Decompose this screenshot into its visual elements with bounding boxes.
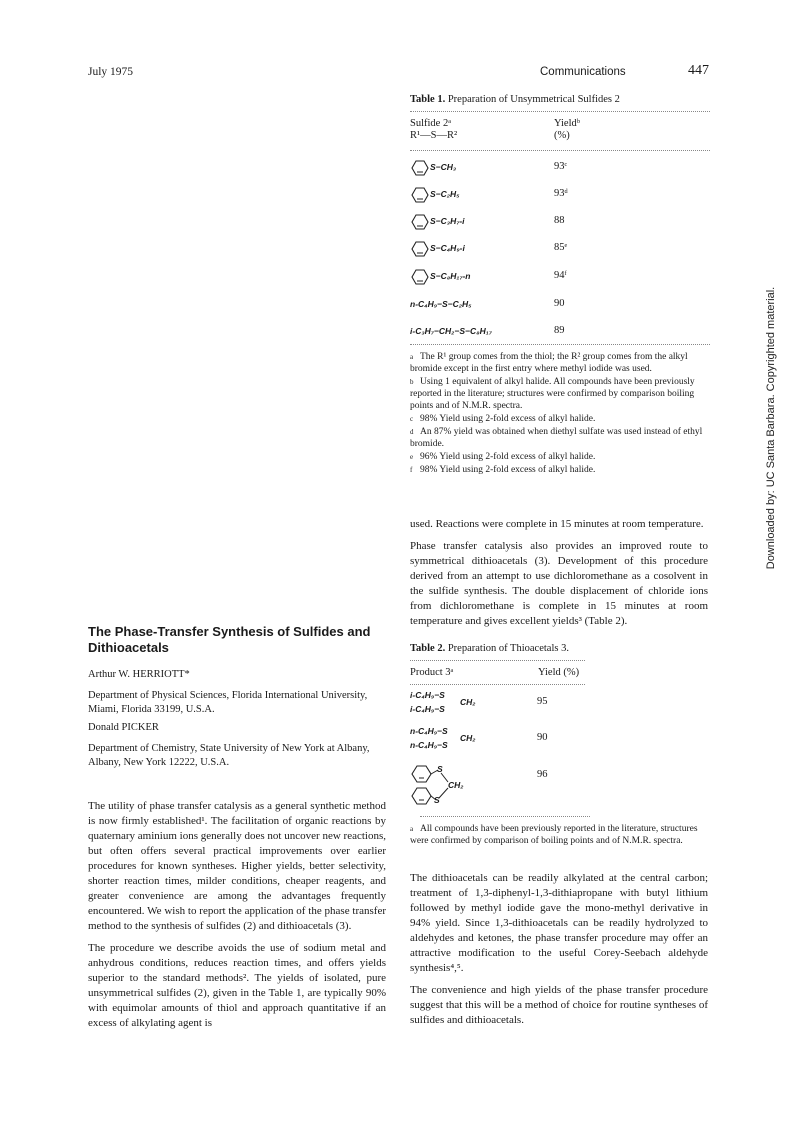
table1-row xyxy=(410,186,710,206)
footnote-text: Using 1 equivalent of alkyl halide. All compounds have been previously reported in the literature; structures were confirmed by comparison boiling points and of N.M.R. spectra. xyxy=(410,377,695,411)
table2-row2-line1: n-C₄H₉−S xyxy=(410,726,448,736)
table1-formula: n-C₄H₉−S−C₂H₅ xyxy=(410,299,472,309)
table2-row3-line1: S xyxy=(437,764,443,774)
table2-row xyxy=(410,690,590,718)
benzene-ring-icon xyxy=(410,186,430,204)
right-column-upper xyxy=(410,517,708,636)
author-1: Arthur W. HERRIOTT* xyxy=(88,669,190,680)
table1-head-rule xyxy=(410,150,710,151)
header-section: Communications xyxy=(540,66,626,78)
footnote-text: 98% Yield using 2-fold excess of alkyl halide. xyxy=(420,414,596,424)
table1-col2-head-line1: Yieldᵇ xyxy=(554,118,580,129)
table2-row xyxy=(408,764,588,808)
table2-row2-yield: 90 xyxy=(537,732,548,743)
left-para-1: The utility of phase transfer catalysis as a general synthetic method is now firmly established¹. The facilitation of organic reactions by quaternary aminium ions generally does not uncover new reactions, but often offers several practical improvements over earlier procedures for known syntheses. Higher yields, better selectivity, shorter reaction times, milder conditions, cheaper reagents, and greater convenience are among the advantages frequently encountered. We wish to report the application of the phase transfer method to the synthesis of sulfides (2) and dithioacetals (3). xyxy=(88,800,386,932)
right-para-1: used. Reactions were complete in 15 minutes at room temperature. xyxy=(410,518,704,530)
page-number: 447 xyxy=(688,63,709,78)
table1-footnote xyxy=(410,451,710,463)
table2-col1-head: Product 3ᵃ xyxy=(410,667,454,678)
table1-footnote xyxy=(410,464,710,476)
table2-row1-line1: i-C₄H₉−S xyxy=(410,690,445,700)
download-notice: Downloaded by: UC Santa Barbara. Copyrighted material. xyxy=(765,286,777,570)
table2-footnote-text: All compounds have been previously reported in the literature, structures were confirmed by comparison of boiling points and of N.M.R. spectra. xyxy=(410,824,698,846)
table1-yield: 90 xyxy=(554,298,565,309)
footnote-mark: c xyxy=(410,415,414,423)
right-para-2: Phase transfer catalysis also provides an improved route to symmetrical dithioacetals (3). Development of this procedure derived from an attempt to use dichloromethane as a cosolvent in the sulfide synthesis. The double displacement of chloride ions from dichloromethane is complete in 15 minutes at room temperature and gives excellent yields³ (Table 2). xyxy=(410,540,708,627)
table1-top-rule xyxy=(410,111,710,112)
table2-top-rule xyxy=(410,660,585,661)
footnote-text: The R¹ group comes from the thiol; the R² group comes from the alkyl bromide except in the first entry where methyl iodide was used. xyxy=(410,352,688,374)
table2-row1-line2: i-C₄H₉−S xyxy=(410,704,445,714)
table2-caption xyxy=(410,643,569,654)
footnote-mark: e xyxy=(410,453,414,461)
table1-formula: S−C₂H₅ xyxy=(430,189,460,199)
table1-footnotes xyxy=(410,351,710,477)
table1-formula: S−C₃H₇-i xyxy=(430,216,465,226)
table1-footnote xyxy=(410,351,710,375)
table1-footnote xyxy=(410,426,710,450)
table2-row3-line2: S xyxy=(434,795,440,805)
table1-formula: i-C₃H₇−CH₂−S−C₈H₁₇ xyxy=(410,326,492,336)
table2-row3-yield: 96 xyxy=(537,769,548,780)
footnote-mark: a xyxy=(410,353,414,361)
table2-row2-line2: n-C₄H₉−S xyxy=(410,740,448,750)
article-authors xyxy=(88,668,386,770)
table2-row1-ch2: CH₂ xyxy=(460,697,476,707)
footnote-text: 98% Yield using 2-fold excess of alkyl halide. xyxy=(420,465,596,475)
table2-row1-yield: 95 xyxy=(537,696,548,707)
right-column-lower xyxy=(410,871,708,1035)
table1-yield: 88 xyxy=(554,215,565,226)
table2-caption-label: Table 2. xyxy=(410,643,446,654)
right-para-4: The convenience and high yields of the phase transfer procedure suggest that this will be a method of choice for routine syntheses of sulfides and dithioacetals. xyxy=(410,984,708,1026)
table1-formula: S−C₄H₉-i xyxy=(430,243,465,253)
article-title: The Phase-Transfer Synthesis of Sulfides and Dithioacetals xyxy=(88,624,371,655)
footnote-mark: d xyxy=(410,428,414,436)
table1-col1-head xyxy=(410,118,457,142)
table1-row xyxy=(410,296,710,316)
table1-formula: S−C₈H₁₇-n xyxy=(430,271,471,281)
table1-footnote xyxy=(410,413,710,425)
table1-col2-head xyxy=(554,118,580,142)
table2-footnote-mark: a xyxy=(410,825,414,833)
table1-caption-text: Preparation of Unsymmetrical Sulfides 2 xyxy=(447,94,620,105)
table2-row3-ch2: CH₂ xyxy=(448,780,464,790)
author-2: Donald PICKER xyxy=(88,722,159,733)
table2-bottom-rule xyxy=(420,816,590,817)
table1-yield: 85ᵉ xyxy=(554,242,568,253)
table2-head-rule xyxy=(410,684,585,685)
benzene-ring-icon xyxy=(410,240,430,258)
affiliation-1: Department of Physical Sciences, Florida International University, Miami, Florida 33199, U.S.A. xyxy=(88,690,368,715)
table2-footnote xyxy=(410,823,708,847)
table2-col2-head: Yield (%) xyxy=(538,667,580,678)
table1-caption-label: Table 1. xyxy=(410,94,446,105)
table1-footnote xyxy=(410,376,710,412)
table2-row2-ch2: CH₂ xyxy=(460,733,476,743)
table1-caption xyxy=(410,94,620,105)
table1-formula: S−CH₃ xyxy=(430,162,457,172)
left-column-body xyxy=(88,799,386,1038)
table1-row xyxy=(410,268,710,288)
footnote-mark: f xyxy=(410,466,413,474)
affiliation-2: Department of Chemistry, State University of New York at Albany, Albany, New York 12222, U.S.A. xyxy=(88,743,370,768)
table1-row xyxy=(410,213,710,233)
benzene-ring-icon xyxy=(410,159,430,177)
table1-row xyxy=(410,323,710,343)
table1-yield: 93ᵈ xyxy=(554,188,568,199)
header-date: July 1975 xyxy=(88,66,134,78)
left-para-2: The procedure we describe avoids the use of sodium metal and anhydrous conditions, reduces reaction times, and offers yields superior to the standard methods². The yields of isolated, pure unsymmetrical sulfides (2), given in the Table 1, are typically 90% with equimolar amounts of thiol and approach quantitative if an excess of alkylating agent is xyxy=(88,942,386,1029)
footnote-mark: b xyxy=(410,378,414,386)
benzene-ring-icon xyxy=(410,213,430,231)
right-para-3: The dithioacetals can be readily alkylated at the central carbon; treatment of 1,3-diphenyl-1,3-dithiapropane with butyl lithium followed by methyl iodide gave the mono-methyl derivative in 94% yield. Since 1,3-dithioacetals can be readily hydrolyzed to aldehydes and ketones, the phase transfer procedure may offer an attractive modification to the useful Corey-Seebach aldehyde synthesis⁴,⁵. xyxy=(410,872,708,974)
table2-caption-text: Preparation of Thioacetals 3. xyxy=(447,643,569,654)
table1-bottom-rule xyxy=(410,344,710,345)
table1-yield: 93ᶜ xyxy=(554,161,568,172)
table1-row xyxy=(410,240,710,260)
table1-row xyxy=(410,159,710,179)
table1-col1-head-line1: Sulfide 2ᵃ xyxy=(410,118,452,129)
table1-yield: 94ᶠ xyxy=(554,270,567,281)
benzene-ring-icon xyxy=(410,268,430,286)
footnote-text: 96% Yield using 2-fold excess of alkyl halide. xyxy=(420,452,596,462)
table1-yield: 89 xyxy=(554,325,565,336)
footnote-text: An 87% yield was obtained when diethyl sulfate was used instead of ethyl bromide. xyxy=(410,427,703,449)
table1-col2-head-line2: (%) xyxy=(554,130,570,141)
table2-row xyxy=(410,726,590,754)
table1-col1-head-line2: R¹—S—R² xyxy=(410,130,458,141)
